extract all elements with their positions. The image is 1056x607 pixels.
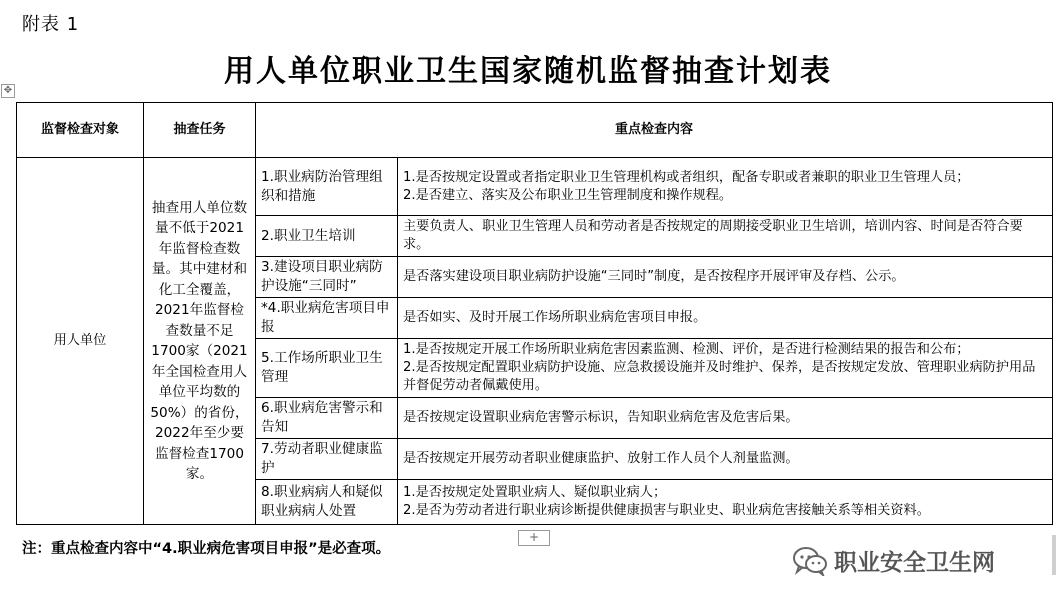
content-line: 1.是否按规定处置职业病人、疑似职业病人； [403, 485, 667, 500]
watermark-text: 职业安全卫生网 [834, 550, 995, 576]
header-content: 重点检查内容 [256, 103, 1053, 158]
table-header-row [17, 103, 1053, 158]
content-cell [398, 298, 1053, 339]
content-line: 是否落实建设项目职业病防护设施“三同时”制度，是否按程序开展评审及存档、公示。 [403, 269, 905, 284]
plus-icon[interactable]: + [518, 530, 550, 546]
content-cell [398, 158, 1053, 216]
content-line: 1.是否按规定设置或者指定职业卫生管理机构或者组织，配备专职或者兼职的职业卫生管理人员； [403, 169, 970, 185]
target-cell: 用人单位 [17, 158, 144, 525]
item-cell: *4.职业病危害项目申报 [256, 298, 398, 339]
content-cell [398, 216, 1053, 257]
item-cell: 6.职业病危害警示和告知 [256, 398, 398, 439]
wechat-icon [792, 546, 828, 576]
content-cell [398, 480, 1053, 525]
watermark [792, 544, 995, 577]
content-line: 是否按规定设置职业病危害警示标识，告知职业病危害及危害后果。 [403, 410, 799, 425]
content-line: 是否按规定开展劳动者职业健康监护、放射工作人员个人剂量监测。 [403, 451, 799, 466]
scrollbar[interactable] [1052, 535, 1056, 575]
item-cell: 3.建设项目职业病防护设施“三同时” [256, 257, 398, 298]
task-cell: 抽查用人单位数量不低于2021年监督检查数量。其中建材和化工全覆盖，2021年监督检查数量不足1700家（2021年全国检查用人单位平均数的50%）的省份，2022年至少要监督检查1700家。 [144, 158, 256, 525]
content-line: 2.是否按规定配置职业病防护设施、应急救援设施并及时维护、保养，是否按规定发放、管理职业病防护用品并督促劳动者佩戴使用。 [403, 360, 1036, 393]
move-icon[interactable]: ✥ [1, 84, 15, 98]
footnote: 注：重点检查内容中“4.职业病危害项目申报”是必查项。 [22, 541, 391, 557]
table-row [17, 158, 1053, 216]
inspection-plan-table [16, 102, 1053, 525]
content-cell [398, 257, 1053, 298]
content-cell [398, 439, 1053, 480]
content-line: 是否如实、及时开展工作场所职业病危害项目申报。 [403, 310, 707, 325]
content-cell [398, 398, 1053, 439]
header-target: 监督检查对象 [17, 103, 144, 158]
content-line: 主要负责人、职业卫生管理人员和劳动者是否按规定的周期接受职业卫生培训，培训内容、时间是否符合要求。 [403, 219, 1023, 252]
item-cell: 2.职业卫生培训 [256, 216, 398, 257]
page-title: 用人单位职业卫生国家随机监督抽查计划表 [224, 54, 832, 89]
item-cell: 1.职业病防治管理组织和措施 [256, 158, 398, 216]
item-cell: 7.劳动者职业健康监护 [256, 439, 398, 480]
content-line: 2.是否建立、落实及公布职业卫生管理制度和操作规程。 [403, 187, 733, 203]
content-line: 1.是否按规定开展工作场所职业病危害因素监测、检测、评价，是否进行检测结果的报告和公布； [403, 342, 970, 357]
item-cell: 5.工作场所职业卫生管理 [256, 339, 398, 398]
content-line: 2.是否为劳动者进行职业病诊断提供健康损害与职业史、职业病危害接触关系等相关资料。 [403, 503, 930, 518]
header-task: 抽查任务 [144, 103, 256, 158]
appendix-label: 附表 1 [22, 14, 80, 35]
content-cell [398, 339, 1053, 398]
item-cell: 8.职业病病人和疑似职业病病人处置 [256, 480, 398, 525]
